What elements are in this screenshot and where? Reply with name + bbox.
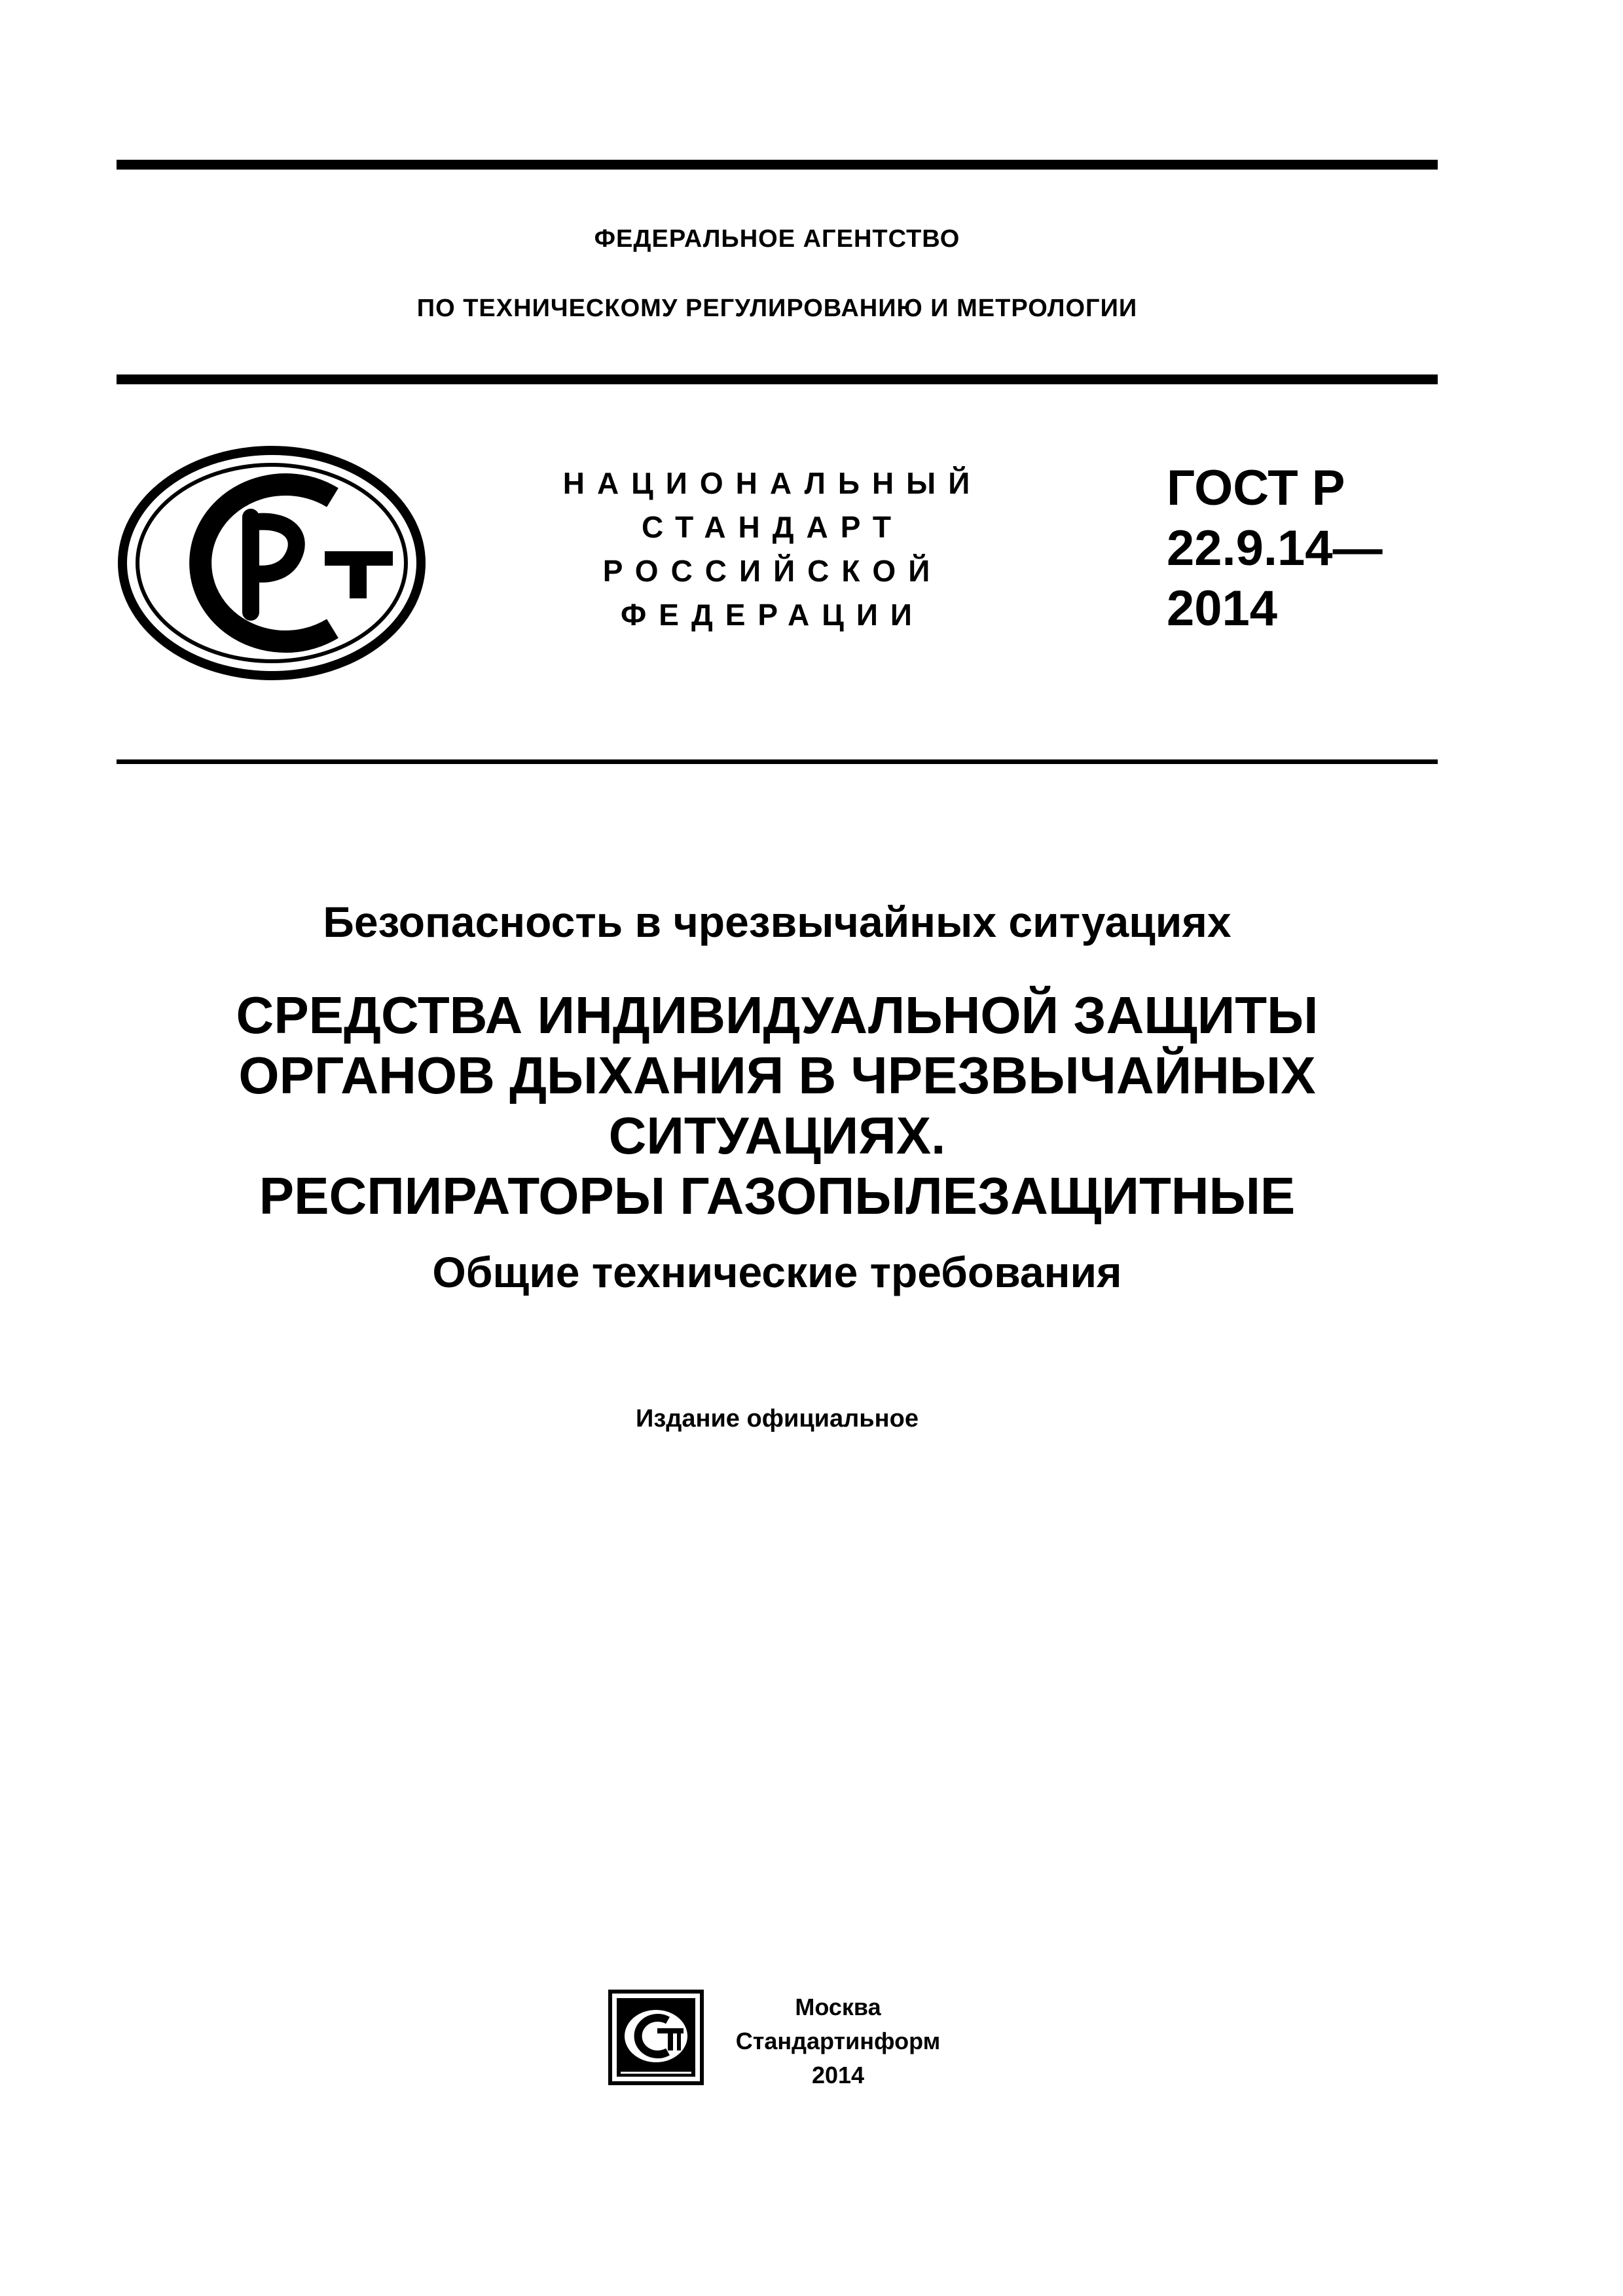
edition-note: Издание официальное <box>636 1405 919 1432</box>
gost-r-emblem-icon <box>117 445 427 681</box>
imprint-city: Москва <box>795 1994 881 2020</box>
standard-designation <box>1167 458 1442 639</box>
title-line: СИТУАЦИЯХ. <box>608 1106 946 1165</box>
imprint-year: 2014 <box>811 2062 865 2088</box>
standard-type-line: НАЦИОНАЛЬНЫЙ <box>562 466 983 500</box>
standartinform-logo-icon <box>608 1989 704 2086</box>
top-rule <box>117 160 1438 170</box>
standard-type-line: СТАНДАРТ <box>642 510 903 544</box>
bottom-rule <box>117 759 1438 764</box>
title-line: РЕСПИРАТОРЫ ГАЗОПЫЛЕЗАЩИТНЫЕ <box>259 1167 1296 1225</box>
designation-line: ГОСТ Р <box>1167 460 1345 516</box>
agency-name-line-1: ФЕДЕРАЛЬНОЕ АГЕНТСТВО <box>594 225 960 253</box>
publisher-imprint <box>727 1990 949 2092</box>
document-subtitle: Общие технические требования <box>432 1248 1122 1296</box>
series-title: Безопасность в чрезвычайных ситуациях <box>323 898 1231 946</box>
designation-line: 2014 <box>1167 581 1278 636</box>
standard-type-line: ФЕДЕРАЦИИ <box>621 598 924 632</box>
agency-name-line-2: ПО ТЕХНИЧЕСКОМУ РЕГУЛИРОВАНИЮ И МЕТРОЛОГИИ <box>416 295 1138 322</box>
document-title <box>117 985 1438 1226</box>
title-line: СРЕДСТВА ИНДИВИДУАЛЬНОЙ ЗАЩИТЫ <box>236 986 1319 1044</box>
standard-type <box>543 462 1002 637</box>
middle-rule <box>117 374 1438 384</box>
imprint-publisher: Стандартинформ <box>735 2028 941 2054</box>
designation-line: 22.9.14— <box>1167 520 1383 576</box>
standard-type-line: РОССИЙСКОЙ <box>602 554 943 588</box>
title-line: ОРГАНОВ ДЫХАНИЯ В ЧРЕЗВЫЧАЙНЫХ <box>238 1046 1316 1104</box>
